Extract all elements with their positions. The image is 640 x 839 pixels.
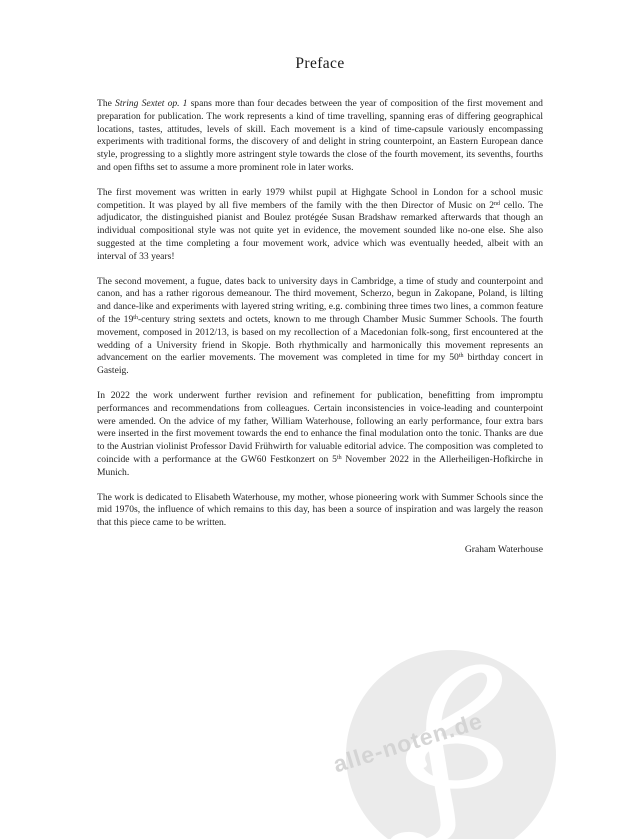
- text-segment: th: [133, 314, 138, 321]
- watermark: [330, 650, 556, 839]
- page-title: Preface: [295, 55, 345, 72]
- text-segment: cello. The adjudicator, the distinguished pianist and Boulez protégée Susan Bradshaw remarked afterwards that though an individual compositional style was not quite yet in evidence, the movement sounded like no-one else. She also suggested at the time completing a four movement work, advice which was eventually heeded, albeit with an interval of 33 years!: [97, 199, 543, 262]
- text-segment: The: [97, 98, 116, 109]
- paragraph: [97, 390, 543, 480]
- text-segment: The second movement, a fugue, dates back to university days in Cambridge, a time of study and counterpoint and canon, and has a rather rigorous demeanour. The third movement, Scherzo, begun in Zakopane, Poland, is lilting and dance-like and experiments with layered string writing, e.g. combining three times two lines, a common feature of the 19: [97, 275, 543, 325]
- paragraph: [97, 276, 543, 378]
- text-segment: String Sextet op. 1: [115, 98, 188, 109]
- paragraph: [97, 492, 543, 530]
- text-segment: The first movement was written in early 1979 whilst pupil at Highgate School in London for a school music competition. It was played by all five members of the family with the then Director of Music on 2: [97, 186, 543, 211]
- watermark-text: alle-noten.de: [330, 707, 486, 778]
- text-segment: The work is dedicated to Elisabeth Waterhouse, my mother, whose pioneering work with Summer Schools since the mid 1970s, the influence of which remains to this day, has been a source of inspiration and was largely the reason that this piece came to be written.: [97, 491, 543, 529]
- text-segment: birthday concert in Gasteig.: [97, 352, 543, 377]
- paragraph: [97, 98, 543, 175]
- preface-body: [97, 98, 543, 530]
- text-segment: -century string sextets and octets, known to me through Chamber Music Summer Schools. The fourth movement, composed in 2012/13, is based on my recollection of a Macedonian folk-song, first encountered at the wedding of a University friend in Skopje. Both rhythmically and harmonically this movement represents an advancement on the earlier movements. The movement was completed in time for my 50: [97, 313, 544, 364]
- text-segment: th: [458, 353, 464, 360]
- text-segment: nd: [494, 200, 500, 207]
- text-segment: November 2022 in the Allerheiligen-Hofkirche in Munich.: [97, 453, 543, 478]
- preface-content: [0, 55, 640, 555]
- text-segment: In 2022 the work underwent further revision and refinement for publication, benefitting from impromptu performances and recommendations from colleagues. Certain inconsistencies in voice-leading and counterpoint were amended. On the advice of my father, William Waterhouse, following an early performance, four extra bars were inserted in the first movement towards the end to enhance the final modulation onto the tonic. Thanks are due to the Austrian violinist Professor David Frühwirth for valuable editorial advice. The composition was completed to coincide with a performance at the GW60 Festkonzert on 5: [97, 389, 543, 465]
- text-segment: th: [336, 454, 342, 461]
- signature: Graham Waterhouse: [464, 543, 543, 555]
- paragraph: [97, 187, 543, 264]
- text-segment: spans more than four decades between the year of composition of the first movement and preparation for publication. The work represents a kind of time travelling, spanning eras of differing geographical locations, tastes, attitudes, levels of skill. Each movement is a kind of time-capsule variously encompassing experiments with traditional forms, the discovery of and delight in string counterpoint, an Eastern European dance style, progressing to a slightly more astringent style towards the close of the fourth movement, its sevenths, fourths and open fifths set to assume a more prominent role in later works.: [97, 98, 543, 173]
